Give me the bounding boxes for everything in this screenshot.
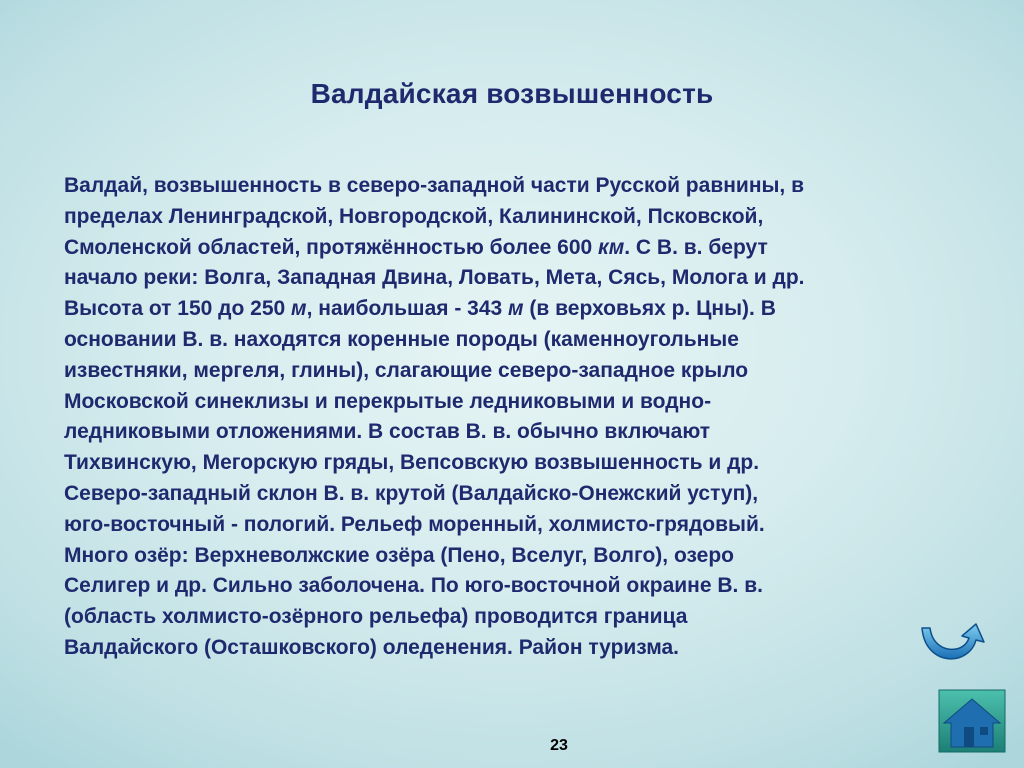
body-segment: юго-восточный - пологий. Рельеф моренный, холмисто-грядовый.: [64, 512, 765, 536]
body-line: [64, 294, 984, 325]
body-segment: Много озёр: Верхневолжские озёра (Пено, Вселуг, Волго), озеро: [64, 543, 735, 567]
page-number: 23: [550, 737, 568, 754]
body-line: [64, 202, 984, 233]
body-line: [64, 263, 984, 294]
body-segment: Московской синеклизы и перекрытые ледниковыми и водно-: [64, 389, 712, 413]
unit-text: м: [291, 297, 307, 321]
body-segment: Селигер и др. Сильно заболочена. По юго-восточной окраине В. в.: [64, 574, 763, 598]
body-segment: Северо-западный склон В. в. крутой (Валдайско-Онежский уступ),: [64, 481, 759, 505]
body-segment: Смоленской областей, протяжённостью более 600: [64, 235, 599, 259]
body-segment: пределах Ленинградской, Новгородской, Калининской, Псковской,: [64, 204, 764, 228]
body-line: [64, 356, 984, 387]
body-segment: (область холмисто-озёрного рельефа) проводится граница: [64, 605, 688, 629]
body-line: [64, 387, 984, 418]
back-button[interactable]: [918, 622, 990, 666]
body-line: [64, 602, 984, 633]
body-segment: Высота от 150 до 250: [64, 297, 292, 321]
return-arrow-icon: [918, 622, 990, 666]
home-icon: [938, 689, 1006, 753]
body-line: [64, 541, 984, 572]
body-segment: ледниковыми отложениями. В состав В. в. обычно включают: [64, 420, 711, 444]
slide-body-text: [64, 171, 984, 664]
unit-text: км: [598, 235, 625, 259]
body-segment: (в верховьях р. Цны). В: [523, 297, 776, 321]
body-line: [64, 448, 984, 479]
body-line: [64, 325, 984, 356]
body-segment: , наибольшая - 343: [306, 297, 509, 321]
body-line: [64, 417, 984, 448]
body-segment: основании В. в. находятся коренные породы (каменноугольные: [64, 327, 739, 351]
body-line: [64, 571, 984, 602]
body-segment: известняки, мергеля, глины), слагающие северо-западное крыло: [64, 358, 749, 382]
body-line: [64, 510, 984, 541]
body-line: [64, 171, 984, 202]
unit-text: м: [508, 297, 524, 321]
body-segment: Валдай, возвышенность в северо-западной части Русской равнины, в: [64, 174, 805, 197]
home-button[interactable]: [938, 689, 1006, 753]
body-segment: начало реки: Волга, Западная Двина, Ловать, Мета, Сясь, Молога и др.: [64, 266, 805, 290]
body-segment: . С В. в. берут: [624, 235, 768, 259]
body-line: [64, 233, 984, 264]
body-segment: Валдайского (Осташковского) оледенения. Район туризма.: [64, 635, 679, 659]
body-line: [64, 479, 984, 510]
slide-title: Валдайская возвышенность: [310, 78, 714, 109]
body-segment: Тихвинскую, Мегорскую гряды, Вепсовскую возвышенность и др.: [64, 451, 760, 475]
body-line: [64, 633, 984, 664]
